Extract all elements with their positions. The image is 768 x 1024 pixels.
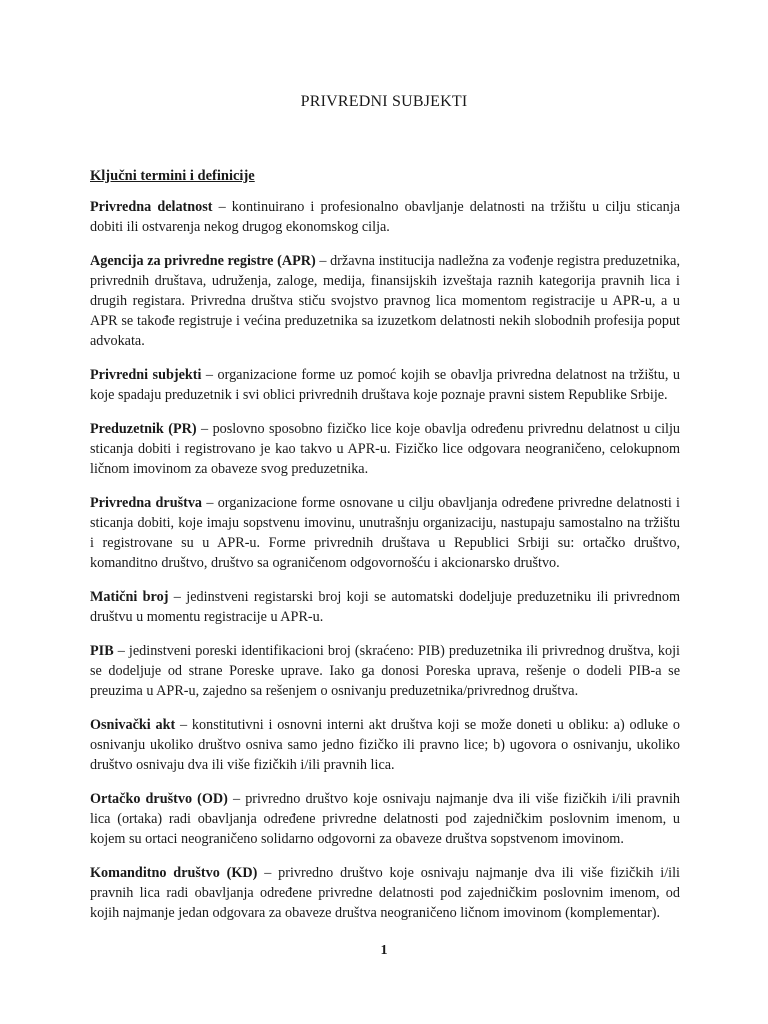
definition-term: Ortačko društvo (OD) [90, 791, 228, 807]
definition-text: – organizacione forme osnovane u cilju obavljanja određene privredne delatnosti i sticanja dobiti, koje imaju sopstvenu imovinu, unutrašnju organizaciju, nastupaju samostalno na tržištu i registrovane su u APR-u. Forme privrednih društava u Republici Srbiji su: ortačko društvo, komanditno društvo, društvo sa ograničenom odgovornošću i akcionarsko društvo. [90, 495, 680, 571]
definition-text: – konstitutivni i osnovni interni akt društva koji se može doneti u obliku: a) odluke o osnivanju ukoliko društvo osniva samo jedno fizičko ili pravno lice; b) ugovora o osnivanju, ukoliko društvo osnivaju dva ili više fizičkih i/ili pravnih lica. [90, 717, 680, 773]
definition-ortacko-drustvo [90, 789, 680, 849]
definition-term: Privredni subjekti [90, 367, 202, 383]
definition-text: – organizacione forme uz pomoć kojih se obavlja privredna delatnost na tržištu, u koje spadaju preduzetnik i svi oblici privrednih društava koje poznaje pravni sistem Republike Srbije. [90, 367, 680, 403]
definition-privredna-drustva [90, 493, 680, 573]
definition-term: Preduzetnik (PR) [90, 421, 197, 437]
definition-term: Matični broj [90, 589, 169, 605]
definition-term: Privredna delatnost [90, 199, 213, 215]
definition-text: – privredno društvo koje osnivaju najmanje dva ili više fizičkih i/ili pravnih lica (ortaka) radi obavljanja određene privredne delatnosti pod zajedničkim poslovnim imenom, u kojem su ortaci neograničeno solidarno odgovorni za obaveze društva sopstvenom imovinom. [90, 791, 680, 847]
definition-maticni-broj [90, 587, 680, 627]
definition-osnivacki-akt [90, 715, 680, 775]
definition-term: Komanditno društvo (KD) [90, 865, 258, 881]
definition-text: – privredno društvo koje osnivaju najmanje dva ili više fizičkih i/ili pravnih lica radi obavljanja određene privredne delatnosti pod zajedničkim poslovnim imenom, od kojih najmanje jedan odgovara za obaveze društva neograničeno ličnom imovinom (komplementar). [90, 865, 680, 921]
definition-text: – jedinstveni poreski identifikacioni broj (skraćeno: PIB) preduzetnika ili privrednog društva, koji se dodeljuje od strane Poreske uprave. Iako ga donosi Poreska uprava, rešenje o dodeli PIB-a se preuzima u APR-u, zajedno sa rešenjem o osnivanju preduzetnika/privrednog društva. [90, 643, 680, 699]
definition-term: Osnivački akt [90, 717, 176, 733]
definition-text: – poslovno sposobno fizičko lice koje obavlja određenu privrednu delatnost u cilju sticanja dobiti i registrovano je kao takvo u APR-u. Fizičko lice odgovara neograničeno, celokupnom ličnom imovinom za obaveze svog preduzetnika. [90, 421, 680, 477]
definition-preduzetnik [90, 419, 680, 479]
definition-term: Privredna društva [90, 495, 203, 511]
definition-text: – državna institucija nadležna za vođenje registra preduzetnika, privrednih društava, udruženja, zaloge, medija, finansijskih izveštaja raznih kategorija pravnih lica i drugih registara. Privredna društva stiču svojstvo pravnog lica momentom registracije u APR-u, a u APR se takođe registruje i većina preduzetnika sa izuzetkom delatnosti nekih slobodnih profesija poput advokata. [90, 253, 680, 349]
definition-text: – kontinuirano i profesionalno obavljanje delatnosti na tržištu u cilju sticanja dobiti ili ostvarenja nekog drugog ekonomskog cilja. [90, 199, 680, 235]
document-body [90, 168, 680, 937]
section-heading: Ključni termini i definicije [90, 168, 255, 184]
definition-term: Agencija za privredne registre (APR) [90, 253, 316, 269]
definition-pib [90, 641, 680, 701]
page-title: PRIVREDNI SUBJEKTI [300, 93, 468, 110]
definition-privredna-delatnost [90, 197, 680, 237]
definition-komanditno-drustvo [90, 863, 680, 923]
definition-term: PIB [90, 643, 114, 659]
page-number: 1 [380, 943, 388, 958]
definition-privredni-subjekti [90, 365, 680, 405]
definition-apr [90, 251, 680, 351]
definition-text: – jedinstveni registarski broj koji se automatski dodeljuje preduzetniku ili privrednom društvu u momentu registracije u APR-u. [90, 589, 680, 625]
